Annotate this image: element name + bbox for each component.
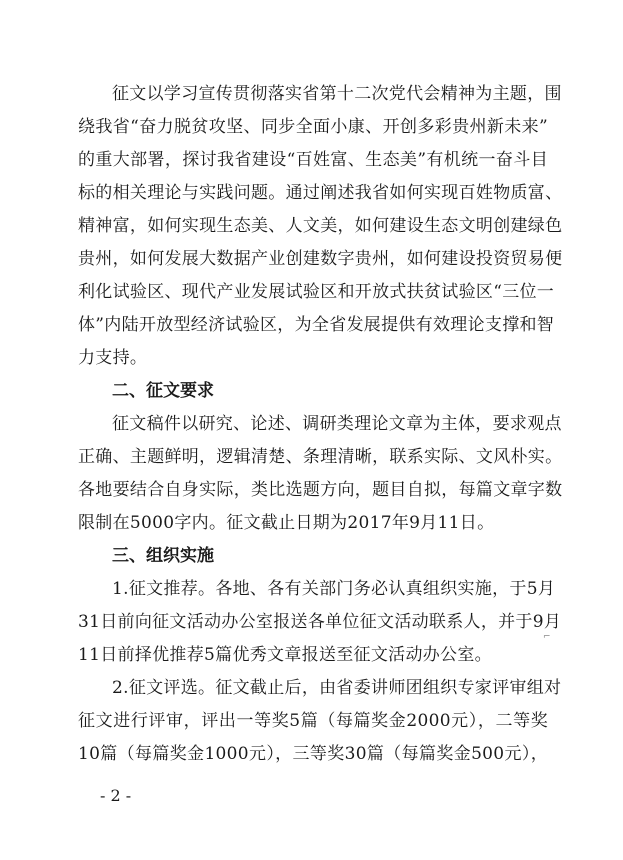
paragraph-line: 体”内陆开放型经济试验区，为全省发展提供有效理论支撑和智 <box>78 315 555 335</box>
document-body <box>78 78 563 771</box>
paragraph-line: 各地要结合自身实际，类比选题方向，题目自拟，每篇文章字数 <box>78 480 563 500</box>
section-heading: 二、征文要求 <box>112 381 214 401</box>
paragraph-line: 正确、主题鲜明，逻辑清楚、条理清晰，联系实际、文风朴实。 <box>78 447 563 467</box>
paragraph-line: 1.征文推荐。各地、各有关部门务必认真组织实施，于5月 <box>112 579 556 599</box>
paragraph-line: 利化试验区、现代产业发展试验区和开放式扶贫试验区“三位一 <box>78 282 555 302</box>
paragraph-line: 10篇（每篇奖金1000元），三等奖30篇（每篇奖金500元）， <box>78 744 548 764</box>
paragraph-line: 精神富，如何实现生态美、人文美，如何建设生态文明创建绿色 <box>78 216 563 236</box>
paragraph-line: 11日前择优推荐5篇优秀文章报送至征文活动办公室。 <box>78 645 492 665</box>
paragraph-line: 征文稿件以研究、论述、调研类理论文章为主体，要求观点 <box>112 414 562 434</box>
paragraph-line: 绕我省“奋力脱贫攻坚、同步全面小康、开创多彩贵州新未来” <box>78 117 548 137</box>
paragraph-line: 征文进行评审，评出一等奖5篇（每篇奖金2000元），二等奖 <box>78 711 548 731</box>
paragraph-line: 征文以学习宣传贯彻落实省第十二次党代会精神为主题，围 <box>112 84 562 104</box>
paragraph-line: 的重大部署，探讨我省建设“百姓富、生态美”有机统一奋斗目 <box>78 150 548 170</box>
page-number: - 2 - <box>100 786 132 805</box>
paragraph-line: 标的相关理论与实践问题。通过阐述我省如何实现百姓物质富、 <box>78 183 563 203</box>
section-heading: 三、组织实施 <box>112 546 214 566</box>
paragraph-line: 31日前向征文活动办公室报送各单位征文活动联系人，并于9月 <box>78 612 562 632</box>
paragraph-line: 限制在5000字内。征文截止日期为2017年9月11日。 <box>78 513 495 533</box>
paragraph-line: 贵州，如何发展大数据产业创建数字贵州，如何建设投资贸易便 <box>78 249 563 269</box>
margin-mark: ⌐ <box>543 632 551 642</box>
paragraph-line: 力支持。 <box>78 348 148 368</box>
paragraph-line: 2.征文评选。征文截止后，由省委讲师团组织专家评审组对 <box>112 678 562 698</box>
